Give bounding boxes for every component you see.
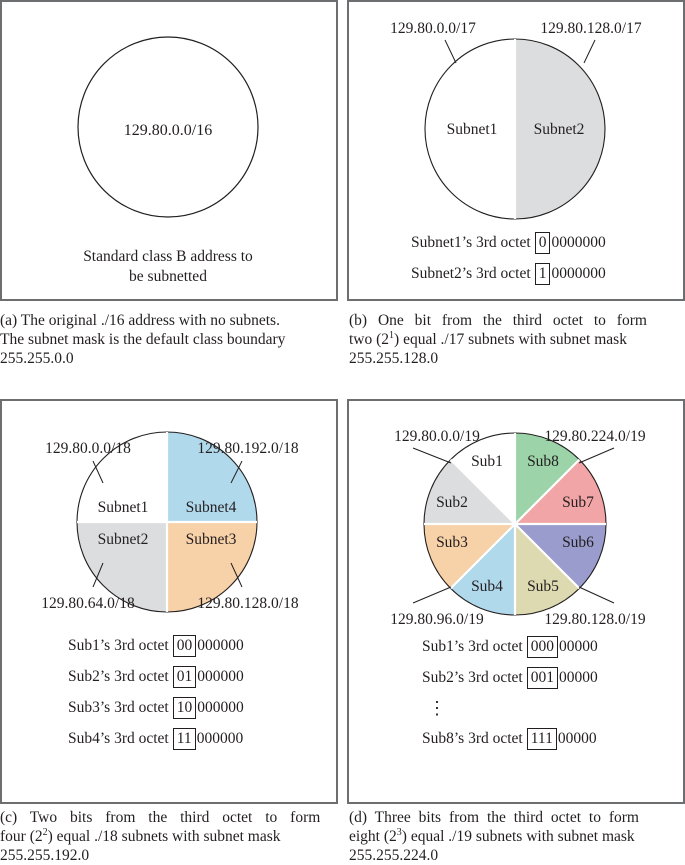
leader-line bbox=[445, 40, 456, 63]
slice-label: Subnet4 bbox=[185, 499, 237, 516]
slice-label: Sub4 bbox=[471, 578, 503, 595]
octet-label: Sub2’s 3rd octet bbox=[422, 669, 523, 686]
caption-superscript: 3 bbox=[396, 826, 402, 838]
pie bbox=[425, 39, 605, 219]
address-label: 129.80.224.0/19 bbox=[544, 428, 646, 445]
leader-line bbox=[413, 448, 451, 463]
octet-row bbox=[422, 636, 598, 658]
address-label: 129.80.128.0/18 bbox=[197, 595, 299, 612]
subnet-bits-box: 01 bbox=[173, 666, 197, 688]
octet-label: Subnet2’s 3rd octet bbox=[411, 265, 531, 282]
leader-line bbox=[579, 587, 614, 603]
subnet-bits-box: 00 bbox=[173, 635, 197, 657]
slice-label: Sub5 bbox=[527, 578, 559, 595]
octet-row bbox=[68, 728, 243, 750]
caption-d-line2 bbox=[349, 827, 685, 846]
caption-text: two (2 bbox=[349, 331, 390, 348]
octet-row bbox=[422, 728, 597, 750]
caption-text: ) equal ./19 subnets with subnet mask bbox=[401, 828, 635, 845]
subnet-bits-box: 001 bbox=[527, 667, 558, 689]
caption-b bbox=[349, 311, 685, 368]
octet-row bbox=[411, 232, 606, 254]
caption-a-line3: 255.255.0.0 bbox=[0, 350, 74, 367]
description-line1: Standard class B address to bbox=[83, 248, 253, 265]
slice-label: Subnet3 bbox=[185, 531, 237, 548]
host-bits: 000000 bbox=[196, 730, 244, 747]
slice-label: Sub2 bbox=[436, 494, 468, 511]
address-label: 129.80.0.0/19 bbox=[394, 428, 480, 445]
octet-row bbox=[411, 263, 606, 285]
caption-text: four (2 bbox=[0, 828, 43, 845]
octet-row bbox=[422, 667, 598, 689]
caption-a-line2: The subnet mask is the default class boundary bbox=[0, 331, 286, 348]
pie bbox=[424, 433, 606, 615]
subnet-bits-box: 111 bbox=[527, 728, 557, 750]
panel-d bbox=[347, 399, 685, 804]
address-label: 129.80.128.0/17 bbox=[540, 20, 642, 37]
octet-label: Sub4’s 3rd octet bbox=[68, 730, 169, 747]
octet-label: Subnet1’s 3rd octet bbox=[411, 234, 531, 251]
slice-label: Subnet1 bbox=[446, 121, 498, 138]
leader-line bbox=[579, 448, 614, 463]
caption-c-line2 bbox=[0, 827, 338, 846]
caption-text: ) equal ./18 subnets with subnet mask bbox=[47, 828, 281, 845]
slice-label: Sub7 bbox=[562, 494, 594, 511]
slice-label: Subnet1 bbox=[97, 499, 149, 516]
host-bits: 0000000 bbox=[551, 265, 606, 282]
host-bits: 00000 bbox=[559, 669, 598, 686]
slice-label: Sub1 bbox=[471, 453, 503, 470]
slice-label: Sub3 bbox=[436, 534, 468, 551]
octet-row bbox=[68, 666, 244, 688]
leader-line bbox=[413, 587, 451, 603]
subnet-bits-box: 1 bbox=[535, 263, 551, 285]
caption-b-line2 bbox=[349, 330, 685, 349]
ellipsis: ⋮ bbox=[428, 698, 446, 718]
leader-line bbox=[584, 40, 595, 63]
octet-label: Sub1’s 3rd octet bbox=[68, 637, 169, 654]
host-bits: 000000 bbox=[197, 699, 244, 716]
octet-label: Sub3’s 3rd octet bbox=[68, 699, 169, 716]
panel-b-diagram bbox=[349, 2, 683, 299]
caption-text: eight (2 bbox=[349, 828, 397, 845]
host-bits: 000000 bbox=[197, 637, 244, 654]
pie bbox=[77, 432, 257, 612]
slice-label: Sub6 bbox=[562, 534, 594, 551]
network-address-label: 129.80.0.0/16 bbox=[123, 122, 213, 139]
slice-label: Subnet2 bbox=[533, 121, 585, 138]
caption-superscript: 1 bbox=[389, 329, 395, 341]
host-bits: 00000 bbox=[557, 730, 597, 747]
slice-label: Subnet2 bbox=[97, 531, 149, 548]
address-label: 129.80.96.0/19 bbox=[390, 611, 484, 628]
caption-text: ) equal ./17 subnets with subnet mask bbox=[394, 331, 627, 348]
caption-c-line1: (c) Two bits from the third octet to form bbox=[0, 809, 321, 826]
caption-b-line1: (b) One bit from the third octet to form bbox=[349, 312, 647, 329]
caption-d-line1: (d) Three bits from the third octet to form bbox=[349, 809, 639, 826]
host-bits: 000000 bbox=[197, 668, 244, 685]
subnet-bits-box: 0 bbox=[535, 232, 551, 254]
caption-d bbox=[349, 808, 685, 865]
caption-a bbox=[0, 311, 338, 368]
address-label: 129.80.128.0/19 bbox=[544, 611, 646, 628]
octet-label: Sub1’s 3rd octet bbox=[422, 638, 523, 655]
panel-c bbox=[0, 399, 338, 804]
caption-a-line1: (a) The original ./16 address with no subnets. bbox=[0, 312, 280, 329]
caption-superscript: 2 bbox=[42, 826, 48, 838]
panel-a-diagram bbox=[2, 2, 336, 299]
address-label: 129.80.192.0/18 bbox=[197, 440, 299, 457]
slice-label: Sub8 bbox=[527, 453, 559, 470]
subnet-bits-box: 11 bbox=[173, 728, 196, 750]
address-label: 129.80.0.0/18 bbox=[45, 440, 131, 457]
host-bits: 0000000 bbox=[551, 234, 606, 251]
octet-label: Sub8’s 3rd octet bbox=[422, 730, 523, 747]
address-label: 129.80.0.0/17 bbox=[390, 20, 476, 37]
caption-b-line3: 255.255.128.0 bbox=[349, 350, 439, 367]
caption-d-line3: 255.255.224.0 bbox=[349, 847, 439, 864]
octet-row bbox=[68, 697, 244, 719]
octet-label: Sub2’s 3rd octet bbox=[68, 668, 169, 685]
octet-row bbox=[68, 635, 244, 657]
description-line2: be subnetted bbox=[129, 268, 207, 285]
panel-b bbox=[347, 0, 685, 301]
subnet-bits-box: 000 bbox=[527, 636, 558, 658]
host-bits: 00000 bbox=[559, 638, 598, 655]
subnet-bits-box: 10 bbox=[173, 697, 197, 719]
caption-c bbox=[0, 808, 338, 865]
address-label: 129.80.64.0/18 bbox=[41, 595, 135, 612]
panel-a bbox=[0, 0, 338, 301]
caption-c-line3: 255.255.192.0 bbox=[0, 847, 90, 864]
